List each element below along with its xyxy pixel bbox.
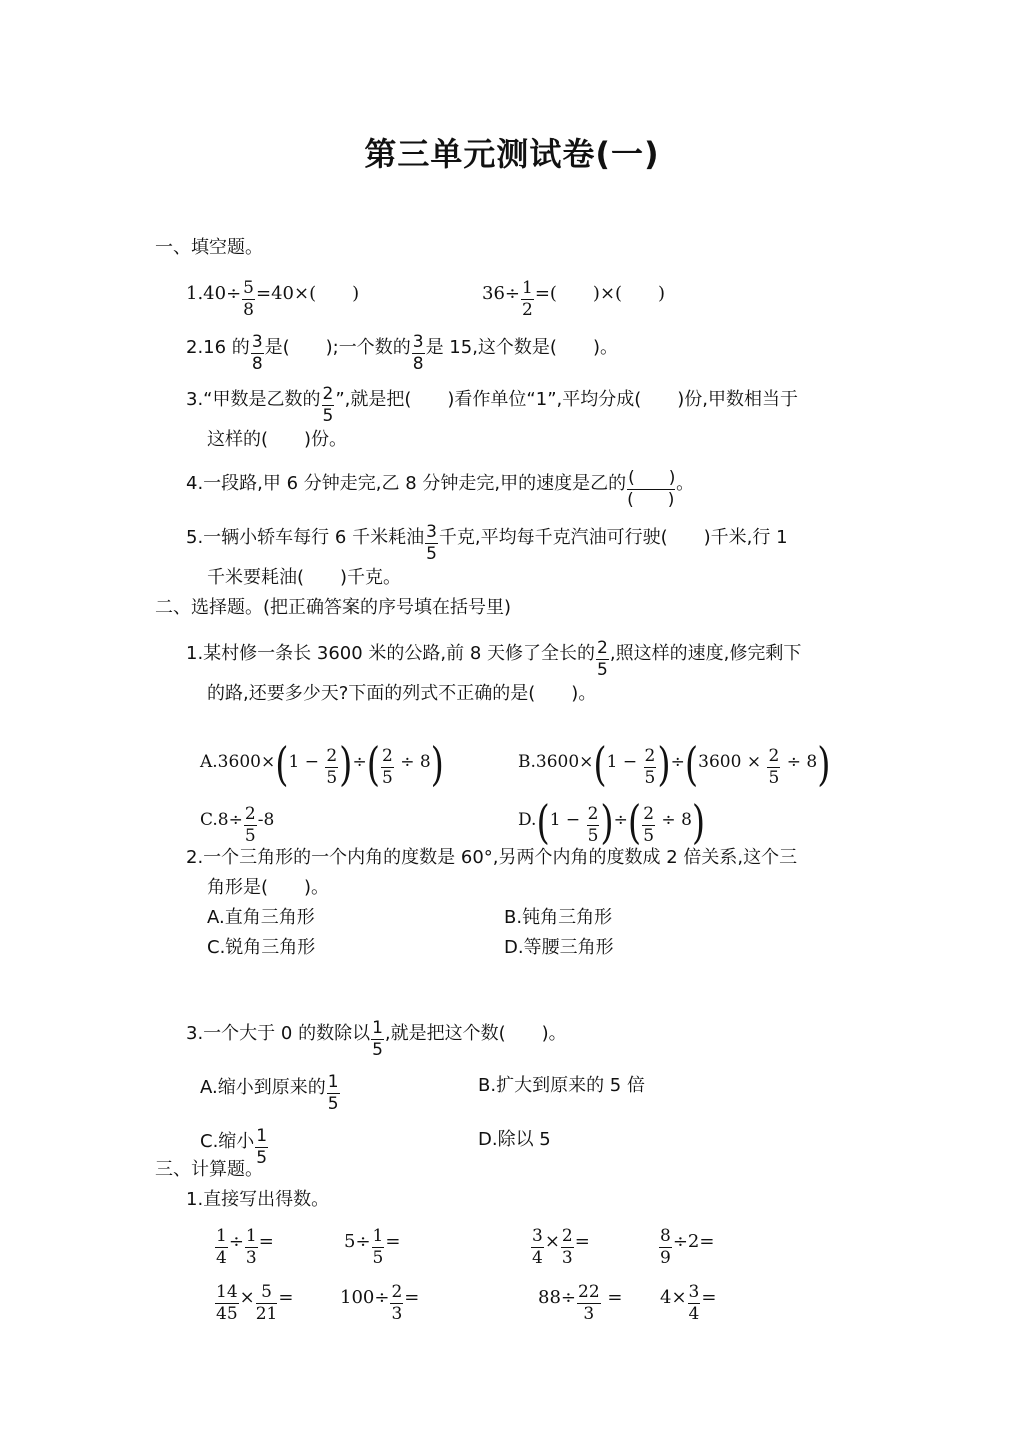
numerator: 2 xyxy=(391,1282,403,1302)
numerator: 3 xyxy=(532,1226,543,1246)
option-b-prefix: B.3600× xyxy=(518,752,594,772)
choice-3-part-b: ,就是把这个数( )。 xyxy=(384,1023,567,1044)
choice-1-option-c xyxy=(200,806,274,845)
choice-2: 2.一个三角形的一个内角的度数是 60°,另两个内角的度数成 2 倍关系,这个三 xyxy=(186,847,798,868)
choice-1 xyxy=(186,640,801,679)
q1-3-part-a: 3.“甲数是乙数的 xyxy=(186,389,321,410)
left-paren: ( xyxy=(536,796,550,850)
q1-1b-prefix: 36÷ xyxy=(482,283,520,304)
denominator: 5 xyxy=(426,544,437,564)
denominator: 3 xyxy=(561,1248,573,1268)
option-a-prefix: A.3600× xyxy=(200,752,276,772)
q1-4-part-b: 。 xyxy=(676,473,695,494)
fraction xyxy=(245,1228,258,1267)
option-b-inner: 3600 × xyxy=(698,752,762,772)
numerator: 3 xyxy=(251,332,263,352)
operand: 5÷ xyxy=(344,1231,371,1252)
denominator: 4 xyxy=(216,1248,227,1268)
numerator: 1 xyxy=(256,1126,268,1146)
numerator: 14 xyxy=(216,1282,238,1302)
choice-2-line2: 角形是( )。 xyxy=(207,877,330,898)
choice-1-option-d xyxy=(518,796,706,850)
calc-item xyxy=(658,1228,714,1267)
fraction xyxy=(381,748,394,787)
q1-1b-suffix: =( )×( ) xyxy=(534,283,666,304)
choice-3-option-d: D.除以 5 xyxy=(478,1129,551,1150)
choice-2-option-c: C.锐角三角形 xyxy=(207,937,316,958)
numerator: 3 xyxy=(426,522,437,542)
numerator: 2 xyxy=(587,804,599,824)
numerator: 2 xyxy=(326,746,338,766)
denominator: 3 xyxy=(245,1248,257,1268)
q1-5-part-a: 5.一辆小轿车每行 6 千米耗油 xyxy=(186,527,425,548)
page-title: 第三单元测试卷(一) xyxy=(364,135,660,173)
fraction xyxy=(688,1284,701,1323)
question-1-3-line2: 这样的( )份。 xyxy=(207,429,348,450)
denominator: 4 xyxy=(688,1304,700,1324)
choice-1-line2: 的路,还要多少天?下面的列式不正确的是( )。 xyxy=(207,683,597,704)
question-1-5 xyxy=(186,524,788,563)
denominator: 3 xyxy=(583,1304,595,1324)
calc-item xyxy=(530,1228,590,1267)
q1-5-part-b: 千克,平均每千克汽油可行驶( )千米,行 1 xyxy=(438,527,788,548)
divide-sign: ÷ xyxy=(670,752,685,772)
q1-2-part-a: 2.16 的 xyxy=(186,337,250,358)
fraction xyxy=(644,748,657,787)
numerator: 3 xyxy=(412,332,424,352)
operand: 100÷ xyxy=(340,1287,390,1308)
question-1-4 xyxy=(186,470,694,509)
left-paren: ( xyxy=(593,738,607,792)
numerator: 2 xyxy=(768,746,780,766)
section-calc-heading: 三、计算题。 xyxy=(155,1159,263,1180)
numerator: 2 xyxy=(322,384,334,404)
denominator: 3 xyxy=(391,1304,403,1324)
numerator: 2 xyxy=(643,804,655,824)
q1-3-part-b: ”,就是把( )看作单位“1”,平均分成( )份,甲数相当于 xyxy=(335,389,799,410)
denominator: 21 xyxy=(255,1304,278,1324)
q1-4-part-a: 4.一段路,甲 6 分钟走完,乙 8 分钟走完,甲的速度是乙的 xyxy=(186,473,627,494)
choice-3-part-a: 3.一个大于 0 的数除以 xyxy=(186,1023,371,1044)
equals: = xyxy=(601,1287,623,1308)
fraction xyxy=(412,334,425,373)
fraction xyxy=(390,1284,403,1323)
question-1-5-line2: 千米要耗油( )千克。 xyxy=(207,567,402,588)
option-d-one-minus: 1 − xyxy=(549,810,581,830)
denominator: 5 xyxy=(372,1248,384,1268)
denominator: 5 xyxy=(587,826,599,846)
fraction xyxy=(577,1284,601,1323)
operand: 4× xyxy=(660,1287,687,1308)
blank-fraction xyxy=(627,470,675,509)
denominator: 9 xyxy=(660,1248,671,1268)
calc-1-heading: 1.直接写出得数。 xyxy=(186,1189,330,1210)
numerator: 1 xyxy=(372,1226,384,1246)
calc-item xyxy=(214,1228,274,1267)
option-c-suffix: -8 xyxy=(257,810,275,830)
denominator: 45 xyxy=(216,1304,238,1324)
right-paren: ) xyxy=(657,738,671,792)
option-c-prefix: C.8÷ xyxy=(200,810,243,830)
left-paren: ( xyxy=(275,738,289,792)
choice-2-option-a: A.直角三角形 xyxy=(207,907,315,928)
calc-item xyxy=(340,1284,419,1323)
option-a-one-minus: 1 − xyxy=(288,752,319,772)
equals: = xyxy=(278,1287,294,1308)
fraction xyxy=(659,1228,672,1267)
choice-3 xyxy=(186,1020,567,1059)
fraction xyxy=(587,806,600,845)
fraction xyxy=(561,1228,574,1267)
section-fill-blank-heading: 一、填空题。 xyxy=(155,237,263,258)
left-paren: ( xyxy=(366,738,380,792)
divide-eight: ÷ 8 xyxy=(786,752,818,772)
denominator: 5 xyxy=(644,768,656,788)
question-1-2 xyxy=(186,334,618,373)
fraction xyxy=(596,640,609,679)
denominator: 5 xyxy=(244,826,256,846)
fraction xyxy=(521,280,534,319)
choice-1-part-a: 1.某村修一条长 3600 米的公路,前 8 天修了全长的 xyxy=(186,643,596,664)
calc-item xyxy=(344,1228,400,1267)
denominator: 5 xyxy=(256,1148,268,1168)
calc-item xyxy=(538,1284,622,1323)
fraction xyxy=(242,280,255,319)
choice-1-part-b: ,照这样的速度,修完剩下 xyxy=(609,643,802,664)
right-paren: ) xyxy=(339,738,353,792)
calc-item xyxy=(660,1284,716,1323)
denominator: 5 xyxy=(381,768,393,788)
denominator: 8 xyxy=(251,354,263,374)
numerator: 22 xyxy=(578,1282,600,1302)
option-d-prefix: D. xyxy=(518,810,537,830)
fraction xyxy=(327,1074,340,1113)
q1-2-part-c: 是 15,这个数是( )。 xyxy=(425,337,618,358)
numerator: 2 xyxy=(597,638,608,658)
fraction xyxy=(215,1284,239,1323)
option-a-text: A.缩小到原来的 xyxy=(200,1077,326,1098)
numerator-blank: ( ) xyxy=(628,468,676,488)
divide-sign: ÷ xyxy=(613,810,628,830)
q1-1-suffix: =40×( ) xyxy=(256,283,360,304)
fraction xyxy=(215,1228,228,1267)
fraction xyxy=(372,1228,385,1267)
numerator: 1 xyxy=(245,1226,257,1246)
fraction xyxy=(325,748,338,787)
numerator: 1 xyxy=(327,1072,339,1092)
fraction xyxy=(251,334,264,373)
fraction xyxy=(256,1284,278,1323)
calc-item xyxy=(214,1284,293,1323)
divide-eight: ÷ 8 xyxy=(400,752,431,772)
fraction xyxy=(371,1020,384,1059)
numerator: 2 xyxy=(244,804,256,824)
right-paren: ) xyxy=(430,738,444,792)
choice-1-option-b xyxy=(518,738,831,792)
divide-eight: ÷ 8 xyxy=(661,810,692,830)
right-paren: ) xyxy=(691,796,706,850)
option-b-one-minus: 1 − xyxy=(606,752,638,772)
operator: × xyxy=(544,1231,560,1252)
operand: 88÷ xyxy=(538,1287,576,1308)
left-paren: ( xyxy=(684,738,699,792)
equals: = xyxy=(258,1231,274,1252)
denominator: 5 xyxy=(768,768,780,788)
fraction xyxy=(531,1228,544,1267)
right-paren: ) xyxy=(817,738,831,792)
equals: = xyxy=(385,1231,401,1252)
choice-2-option-d: D.等腰三角形 xyxy=(504,937,614,958)
fraction xyxy=(767,748,780,787)
numerator: 1 xyxy=(216,1226,227,1246)
numerator: 1 xyxy=(522,278,533,298)
question-1-1b xyxy=(482,280,665,319)
operator: ÷ xyxy=(228,1231,244,1252)
numerator: 2 xyxy=(381,746,393,766)
left-paren: ( xyxy=(627,796,642,850)
numerator: 5 xyxy=(243,278,254,298)
denominator-blank: ( ) xyxy=(627,490,675,510)
question-1-3 xyxy=(186,386,798,425)
numerator: 2 xyxy=(644,746,656,766)
numerator: 3 xyxy=(688,1282,700,1302)
denominator: 8 xyxy=(243,300,254,320)
section-choice-heading: 二、选择题。(把正确答案的序号填在括号里) xyxy=(155,597,512,618)
q1-1-prefix: 1.40÷ xyxy=(186,283,242,304)
operator: × xyxy=(239,1287,255,1308)
choice-2-option-b: B.钝角三角形 xyxy=(504,907,613,928)
numerator: 8 xyxy=(660,1226,671,1246)
denominator: 5 xyxy=(597,660,608,680)
right-paren: ) xyxy=(600,796,614,850)
denominator: 5 xyxy=(322,406,334,426)
numerator: 1 xyxy=(372,1018,383,1038)
numerator: 5 xyxy=(256,1284,278,1304)
denominator: 2 xyxy=(522,300,533,320)
numerator: 2 xyxy=(561,1226,573,1246)
q1-2-part-b: 是( );一个数的 xyxy=(264,337,411,358)
choice-3-option-b: B.扩大到原来的 5 倍 xyxy=(478,1075,645,1096)
fraction xyxy=(425,524,438,563)
option-c-text: C.缩小 xyxy=(200,1131,255,1152)
divide-sign: ÷ xyxy=(352,752,367,772)
equals: = xyxy=(574,1231,590,1252)
equals: = xyxy=(404,1287,420,1308)
denominator: 5 xyxy=(372,1040,383,1060)
equals: = xyxy=(701,1287,717,1308)
denominator: 4 xyxy=(532,1248,543,1268)
fraction xyxy=(322,386,335,425)
choice-3-option-a xyxy=(200,1074,341,1113)
fraction xyxy=(642,806,655,845)
fraction xyxy=(244,806,257,845)
question-1-1 xyxy=(186,280,359,319)
denominator: 5 xyxy=(327,1094,339,1114)
operator: ÷2= xyxy=(672,1231,715,1252)
denominator: 8 xyxy=(412,354,424,374)
denominator: 5 xyxy=(326,768,338,788)
denominator: 5 xyxy=(643,826,655,846)
choice-1-option-a xyxy=(200,738,444,792)
